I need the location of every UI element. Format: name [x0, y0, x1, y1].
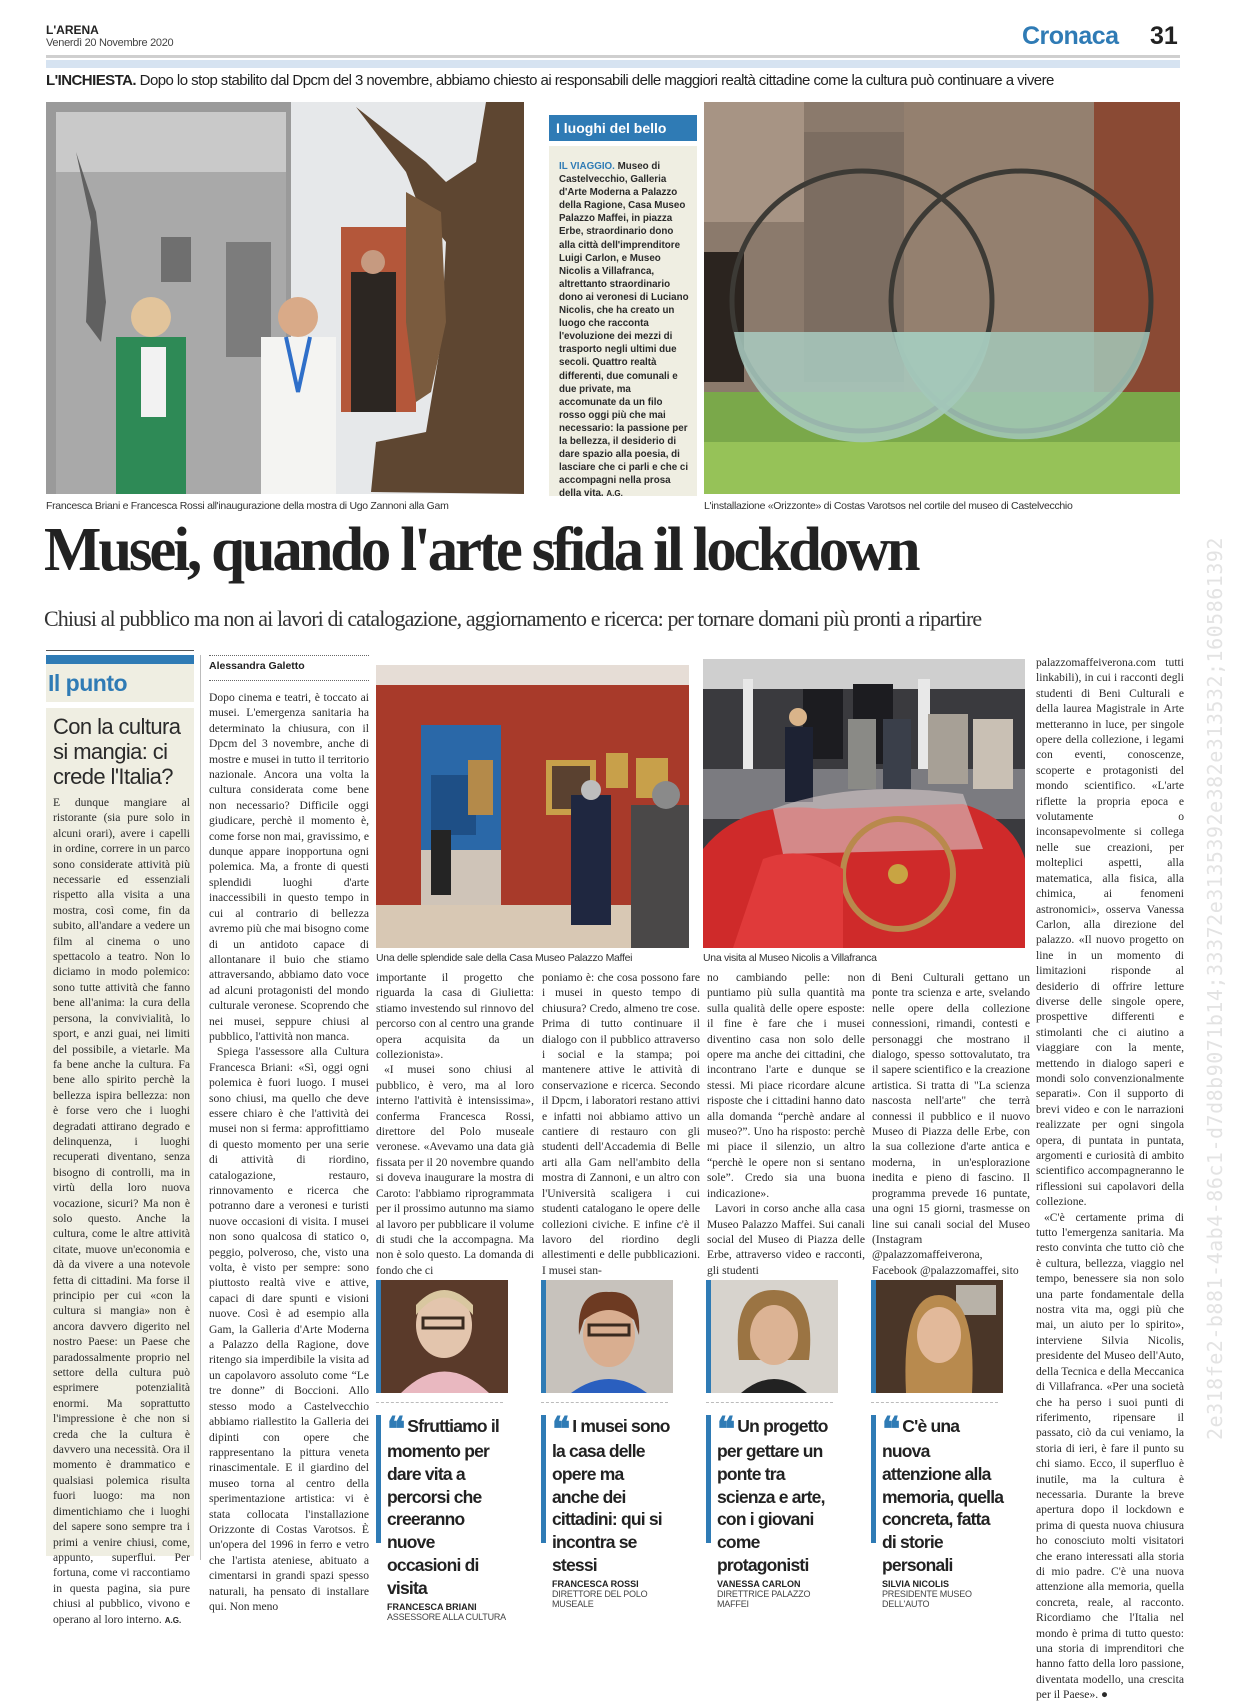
- photo-caption-maffei: Una delle splendide sale della Casa Museo Palazzo Maffei: [376, 952, 633, 964]
- publication-date: Venerdì 20 Novembre 2020: [46, 37, 174, 49]
- photo-orizzonte-image: [704, 102, 1180, 494]
- pull-quote-briani: [376, 1412, 509, 1622]
- pull-quote-text: [552, 1412, 674, 1577]
- pull-quote-carlon: [706, 1412, 839, 1609]
- photo-orizzonte-installation: [704, 102, 1180, 494]
- punto-signature: A.G.: [164, 1615, 182, 1625]
- end-mark-icon: ●: [1101, 1688, 1109, 1702]
- pull-quote-text: [717, 1412, 839, 1577]
- photo-nicolis-image: [703, 659, 1025, 948]
- kicker-text: Dopo lo stop stabilito dal Dpcm del 3 novembre, abbiamo chiesto ai responsabili delle maggiori realtà cittadine come la cultura può continuare a vivere: [139, 72, 1054, 89]
- punto-rule: [46, 650, 194, 651]
- headline: Musei, quando l'arte sfida il lockdown: [44, 516, 918, 584]
- article-paragraph: Dopo cinema e teatri, è toccato ai musei. L'emergenza sanitaria ha determinato la chiusura, con il Dpcm del 3 novembre, anche di mostre e musei in tutto il territorio nazionale. Ancora una volta la cultura considerata come bene non necessario? Difficile oggi giudicare, perchè il momento è, come forse non mai, gravissimo, e dunque appare inopportuna ogni polemica. Ma, a fronte di questi splendidi luoghi d'arte inaccessibili in questo tempo in cui al contrario di bellezza avremo più che mai bisogno come di un antidoto capace di allontanare il buio che stiamo attraversando, abbiamo dato voce ad alcuni protagonisti del mondo culturale veronese. Scoprendo che nei musei, seppure chiusi al pubblico, l'attività non manca.: [209, 691, 369, 1043]
- article-paragraph: [1036, 1210, 1184, 1703]
- quote-mark-icon: ❝: [882, 1412, 897, 1449]
- quote-author: SILVIA NICOLIS: [882, 1578, 950, 1589]
- portrait-francesca-briani: [376, 1280, 508, 1393]
- photo-maffei-image: [376, 665, 689, 948]
- page-number: 31: [1150, 22, 1178, 50]
- portrait-francesca-rossi: [541, 1280, 673, 1393]
- quote-text: Sfruttiamo il momento per dare vita a percorsi che creeranno nuove occasioni di visita: [387, 1416, 499, 1598]
- article-column-6: [1036, 655, 1184, 1703]
- article-column-1: [209, 690, 369, 1614]
- punto-box: [46, 708, 194, 1626]
- luoghi-signature: A.G.: [606, 489, 623, 499]
- quote-author: FRANCESCA BRIANI: [387, 1601, 477, 1612]
- quote-mark-icon: ❝: [552, 1412, 567, 1449]
- photo-caption-orizzonte: L'installazione «Orizzonte» di Costas Varotsos nel cortile del museo di Castelvecchio: [704, 500, 1073, 512]
- portrait-carlon-image: [711, 1280, 838, 1393]
- sidebar-title-luoghi: I luoghi del bello: [549, 115, 697, 141]
- portrait-silvia-nicolis: [871, 1280, 1003, 1393]
- luoghi-lead: IL VIAGGIO.: [559, 161, 615, 172]
- article-paragraph-text: «C'è certamente prima di tutto l'emergenza sanitaria. Ma resto convinta che tutto ciò che è cultura, bellezza, viaggio nel tempo, benessere sia non solo una parte fondamentale della nostra vita ma, oggi più che mai, un aiuto per lo spirito», interviene Silvia Nicolis, presidente del Museo dell'Auto, della Tecnica e della Meccanica di Villafranca. «Per una società che ha perso i suoi punti di riferimento, ripensare il passato, ciò da cui veniamo, la storia di ieri, è fare il punto su chi siamo. Ecco, il superfluo è inutile, ma la cultura è necessaria. Durante la breve apertura dopo il lockdown e prima di questa nuova chiusura ho conosciuto molti visitatori che erano interessati alla storia di mio padre. C'è una nuova attenzione alla memoria, quella concreta, reale, al racconto. Ricordiamo che l'Italia nel mondo è prima di tutto questo: una storia di imprenditori che hanno fatto della loro passione, diventata modello, una crescita per il Paese».: [1036, 1210, 1184, 1702]
- quote-author-role: DIRETTORE DEL POLO MUSEALE: [552, 1588, 648, 1609]
- photo-caption-nicolis: Una visita al Museo Nicolis a Villafranca: [703, 952, 877, 964]
- article-column-4: [707, 970, 865, 1278]
- quote-text: I musei sono la casa delle opere ma anche dei cittadini: qui si incontra se stessi: [552, 1416, 670, 1575]
- subheadline: Chiusi al pubblico ma non ai lavori di catalogazione, aggiornamento e ricerca: per tornare domani più pronti a ripartire: [44, 606, 982, 631]
- punto-text: E dunque mangiare al ristorante (sia pure solo in alcuni orari), avere i capelli in ordine, correre in un parco sono considerate attività più necessarie ed essenziali rispetto alla visita a una mostra, così come, fin da subito, all'andare a vedere un film al cinema o uno spettacolo a teatro. Non lo diciamo in modo polemico: sono tutte attività che fanno bene all'anima: la cura della persona, la convivialità, lo sport, e anzi guai, nei limiti del possibile, a vietarle. Ma fa bene anche la cultura. Fa bene allo spirito perchè la bellezza ispira bellezza: non è forse vero che i luoghi degradati attirano degrado e delinquenza, i luoghi recuperati diventano, senza bisogno di controlli, ma in virtù della loro nuova vocazione, sicuri? Ma non è solo questo. Anche la cultura, come le altre attività citate, muove un'economia e dà da vivere a una notevole fetta di cittadini. Ma forse il principio per cui «con la cultura si mangia» non è ancora davvero digerito nel nostro Paese: un Paese che paradossalmente proprio nel settore della cultura può esprimere potenzialità enormi. Ma soprattutto l'impressione è che non si creda che la cultura è davvero una necessità. Ora il momento è drammatico e qualsiasi polemica risulta fuori luogo: ma non dimentichiamo che i luoghi del sapere sono sempre tra i primi a venire chiusi, come, appunto, superflui. Per fortuna, come vi raccontiamo in questa pagina, sia pure chiusi al pubblico, vivono e operano al loro interno.: [53, 796, 190, 1626]
- document-id-watermark: 2e318fe2-b881-4ab4-86c1-d7d8b9071b14;33372e3135392e382e313532;1605861392: [1203, 537, 1227, 1440]
- quote-text: Un progetto per gettare un ponte tra scienza e arte, con i giovani come protagonisti: [717, 1416, 828, 1575]
- portrait-nicolis-image: [876, 1280, 1003, 1393]
- kicker-label: L'INCHIESTA.: [46, 72, 137, 89]
- pull-quote-nicolis: [871, 1412, 1004, 1609]
- portrait-briani-image: [381, 1280, 508, 1393]
- article-column-5: [872, 970, 1030, 1278]
- photo-gam-inauguration: [46, 102, 524, 494]
- quote-separator: [541, 1402, 668, 1403]
- quote-mark-icon: ❝: [717, 1412, 732, 1449]
- pull-quote-text: [387, 1412, 509, 1600]
- photo-museo-nicolis: [703, 659, 1025, 948]
- punto-body: [53, 795, 190, 1627]
- quote-separator: [706, 1402, 833, 1403]
- pull-quote-rossi: [541, 1412, 674, 1609]
- article-paragraph: «I musei sono chiusi al pubblico, è vero, ma al loro interno l'attività è intensissima», conferma Francesca Rossi, direttore del Polo museale veronese. «Avevamo una data già fissata per il 20 novembre quando si doveva inaugurare la mostra di Caroto: l'abbiamo riprogrammata per il prossimo autunno ma siamo al lavoro per pubblicare il volume di studi che la accompagna. Ma non è solo questo. La domanda di fondo che ci: [376, 1063, 534, 1277]
- section-name: Cronaca: [1022, 22, 1119, 50]
- kicker: [46, 72, 1186, 89]
- photo-gam-image: [46, 102, 524, 494]
- article-paragraph: palazzomaffeiverona.com tutti linkabili), in cui i racconti degli studenti di Beni Culturali e della laurea Magistrale in Arte metteranno in luce, per singole opere della collezione, i legami con eventi, conoscenze, scoperte e protagonisti del mondo scientifico. «L'arte riflette la propria epoca e volutamente o inconsapevolmente si collega nelle sue creazioni, per molteplici aspetti, alla matematica, alla fisica, alla chimica, ai fenomeni astronomici», osserva Vanessa Carlon, alla direzione del palazzo. «Il nuovo progetto on line in un momento di limitazioni risponde al desiderio di offrire letture diverse delle singole opere, prospettive differenti e stimolanti che ci aiutino a viaggiare con la mente, mettendo in dialogo saperi e mondi solo convenzionalmente separati». Con il supporto di brevi video e con le narrazioni realizzate per ogni singola opera, di puntata in puntata, argomenti e curiosità di ambito scientifico accompagneranno le riflessioni sui capolavori della collezione.: [1036, 656, 1184, 1209]
- photo-palazzo-maffei: [376, 665, 689, 948]
- article-paragraph: di Beni Culturali gettano un ponte tra scienza e arte, svelando nelle opere della collezione connessioni, rimandi, contesti e personaggi che mostrano il dialogo, spesso sottovalutato, tra il sapere scientifico e la creazione artistica. Si tratta di "La scienza nascosta nell'arte" che terrà connessi il pubblico e il nuovo Museo di Piazza delle Erbe, con la sua collezione d'arte antica e moderna, in un'esplorazione inedita e pieno di fascino. Il programma prevede 16 puntate, una ogni 15 giorni, trasmesse on line sui canali social del Museo (Instagram @palazzomaffeiverona, Facebook @palazzomaffei, sito: [872, 971, 1030, 1277]
- portrait-vanessa-carlon: [706, 1280, 838, 1393]
- article-column-2: [376, 970, 534, 1278]
- quote-text: C'è una nuova attenzione alla memoria, quella concreta, fatta di storie personali: [882, 1416, 1004, 1575]
- quote-author: FRANCESCA ROSSI: [552, 1578, 639, 1589]
- quote-mark-icon: ❝: [387, 1412, 402, 1449]
- punto-label: Il punto: [46, 664, 194, 702]
- publication-name: L'ARENA: [46, 23, 99, 37]
- quote-author: VANESSA CARLON: [717, 1578, 801, 1589]
- portrait-rossi-image: [546, 1280, 673, 1393]
- quote-separator: [376, 1402, 503, 1403]
- quote-author-role: DIRETTRICE PALAZZO MAFFEI: [717, 1588, 811, 1609]
- masthead-rule: [46, 55, 1180, 58]
- quote-author-role: ASSESSORE ALLA CULTURA: [387, 1611, 506, 1622]
- article-paragraph: no cambiando pelle: non puntiamo più sulla quantità ma sulla qualità delle opere esposte: il fine è fare che i musei diventino casa non solo delle opere ma anche dei cittadini, che incontrano l'arte e dunque se stessi. Mi piace ricordare alcune risposte che i cittadini hanno dato alla domanda “perchè andare al museo?”. Uno ha risposto: perchè mi piace il silenzio, un altro “perchè le opere non si sentano sole”. Credo sia una buona indicazione».: [707, 971, 865, 1200]
- pull-quote-text: [882, 1412, 1004, 1577]
- article-paragraph: importante il progetto che riguarda la casa di Giulietta: stiamo investendo sul rinnovo del percorso con al centro una grande opera acquisita da un collezionista».: [376, 971, 534, 1062]
- masthead-band: [46, 60, 1180, 68]
- article-column-3: [542, 970, 700, 1278]
- sidebar-box-luoghi: [549, 146, 697, 500]
- article-paragraph: Lavori in corso anche alla casa Museo Palazzo Maffei. Sui canali social del Museo di Piazza delle Erbe, attraverso video e racconti, gli studenti: [707, 1202, 865, 1277]
- punto-title: Con la cultura si mangia: ci crede l'Italia?: [53, 714, 181, 789]
- quote-separator: [871, 1402, 998, 1403]
- luoghi-text: Museo di Castelvecchio, Galleria d'Arte Moderna a Palazzo della Ragione, Casa Museo Palazzo Maffei, in piazza Erbe, straordinario dono alla città dell'imprenditore Luigi Carlon, e Museo Nicolis a Villafranca, altrettanto straordinario dono ai veronesi di Luciano Nicolis, che ha creato un luogo che racconta l'evoluzione dei mezzi di trasporto negli ultimi due secoli. Quattro realtà differenti, due comunali e due private, ma accomunate da un filo rosso oggi più che mai necessario: la passione per la bellezza, il desiderio di dare spazio alla poesia, di lasciare che ci parli e che ci accompagni nella prosa della vita.: [559, 161, 689, 500]
- punto-accent-bar: [46, 655, 194, 664]
- article-paragraph: poniamo è: che cosa possono fare i musei in questo tempo di chiusura? Credo, almeno tre cose. Prima di tutto continuare il dialogo con il pubblico attraverso i social e la stampa; poi mantenere attive le attività di conservazione e ricerca. Secondo il Dpcm, i laboratori restano attivi e infatti noi abbiamo attivo un cantiere di restauro con gli studenti dell'Accademia di Belle arti alla Gam nell'ambito della mostra di Zannoni, e un altro con l'Università scaligera i cui studenti catalogano le opere delle collezioni civiche. E infine c'è il lavoro del riordino degli allestimenti e delle pubblicazioni. I musei stan-: [542, 971, 700, 1277]
- byline: Alessandra Galetto: [209, 655, 369, 681]
- article-paragraph: Spiega l'assessore alla Cultura Francesca Briani: «Sì, oggi ogni polemica è fuori luogo. I musei sono chiusi, ma quello che deve essere chiaro è che l'attività dei musei non si ferma: approfittiamo di questo momento per una serie di attività di riordino, catalogazione, restauro, rinnovamento e ricerca che potranno dare a veronesi e turisti nuove occasioni di visita. I musei non sono qualcosa di statico o, peggio, polveroso, che, visto una volta, è visto per sempre: sono piuttosto realtà vive e attive, capaci di dare spunti e visioni nuove. Così è ad esempio alla Gam, la Galleria d'Arte Moderna a Palazzo della Ragione, dove ritengo sia imperdibile la visita ad un capolavoro assoluto come “Le tre donne” di Boccioni. Allo stesso modo a Castelvecchio abbiamo riallestito la Galleria dei dipinti con opere che rappresentano la pittura veneta rinascimentale. E il giardino del museo torna al centro della sperimentazione artistica: vi è stata collocata l'installazione Orizzonte di Costas Varotsos. È un'opera del 1996 in ferro e vetro che l'artista ateniese, abituato a cimentarsi in grandi spazi spesso naturali, ha pensato di installare qui. Non meno: [209, 1045, 369, 1613]
- column-divider: [200, 655, 201, 1560]
- quote-author-role: PRESIDENTE MUSEO DELL'AUTO: [882, 1588, 972, 1609]
- photo-caption-gam: Francesca Briani e Francesca Rossi all'inaugurazione della mostra di Ugo Zannoni alla Gam: [46, 500, 449, 512]
